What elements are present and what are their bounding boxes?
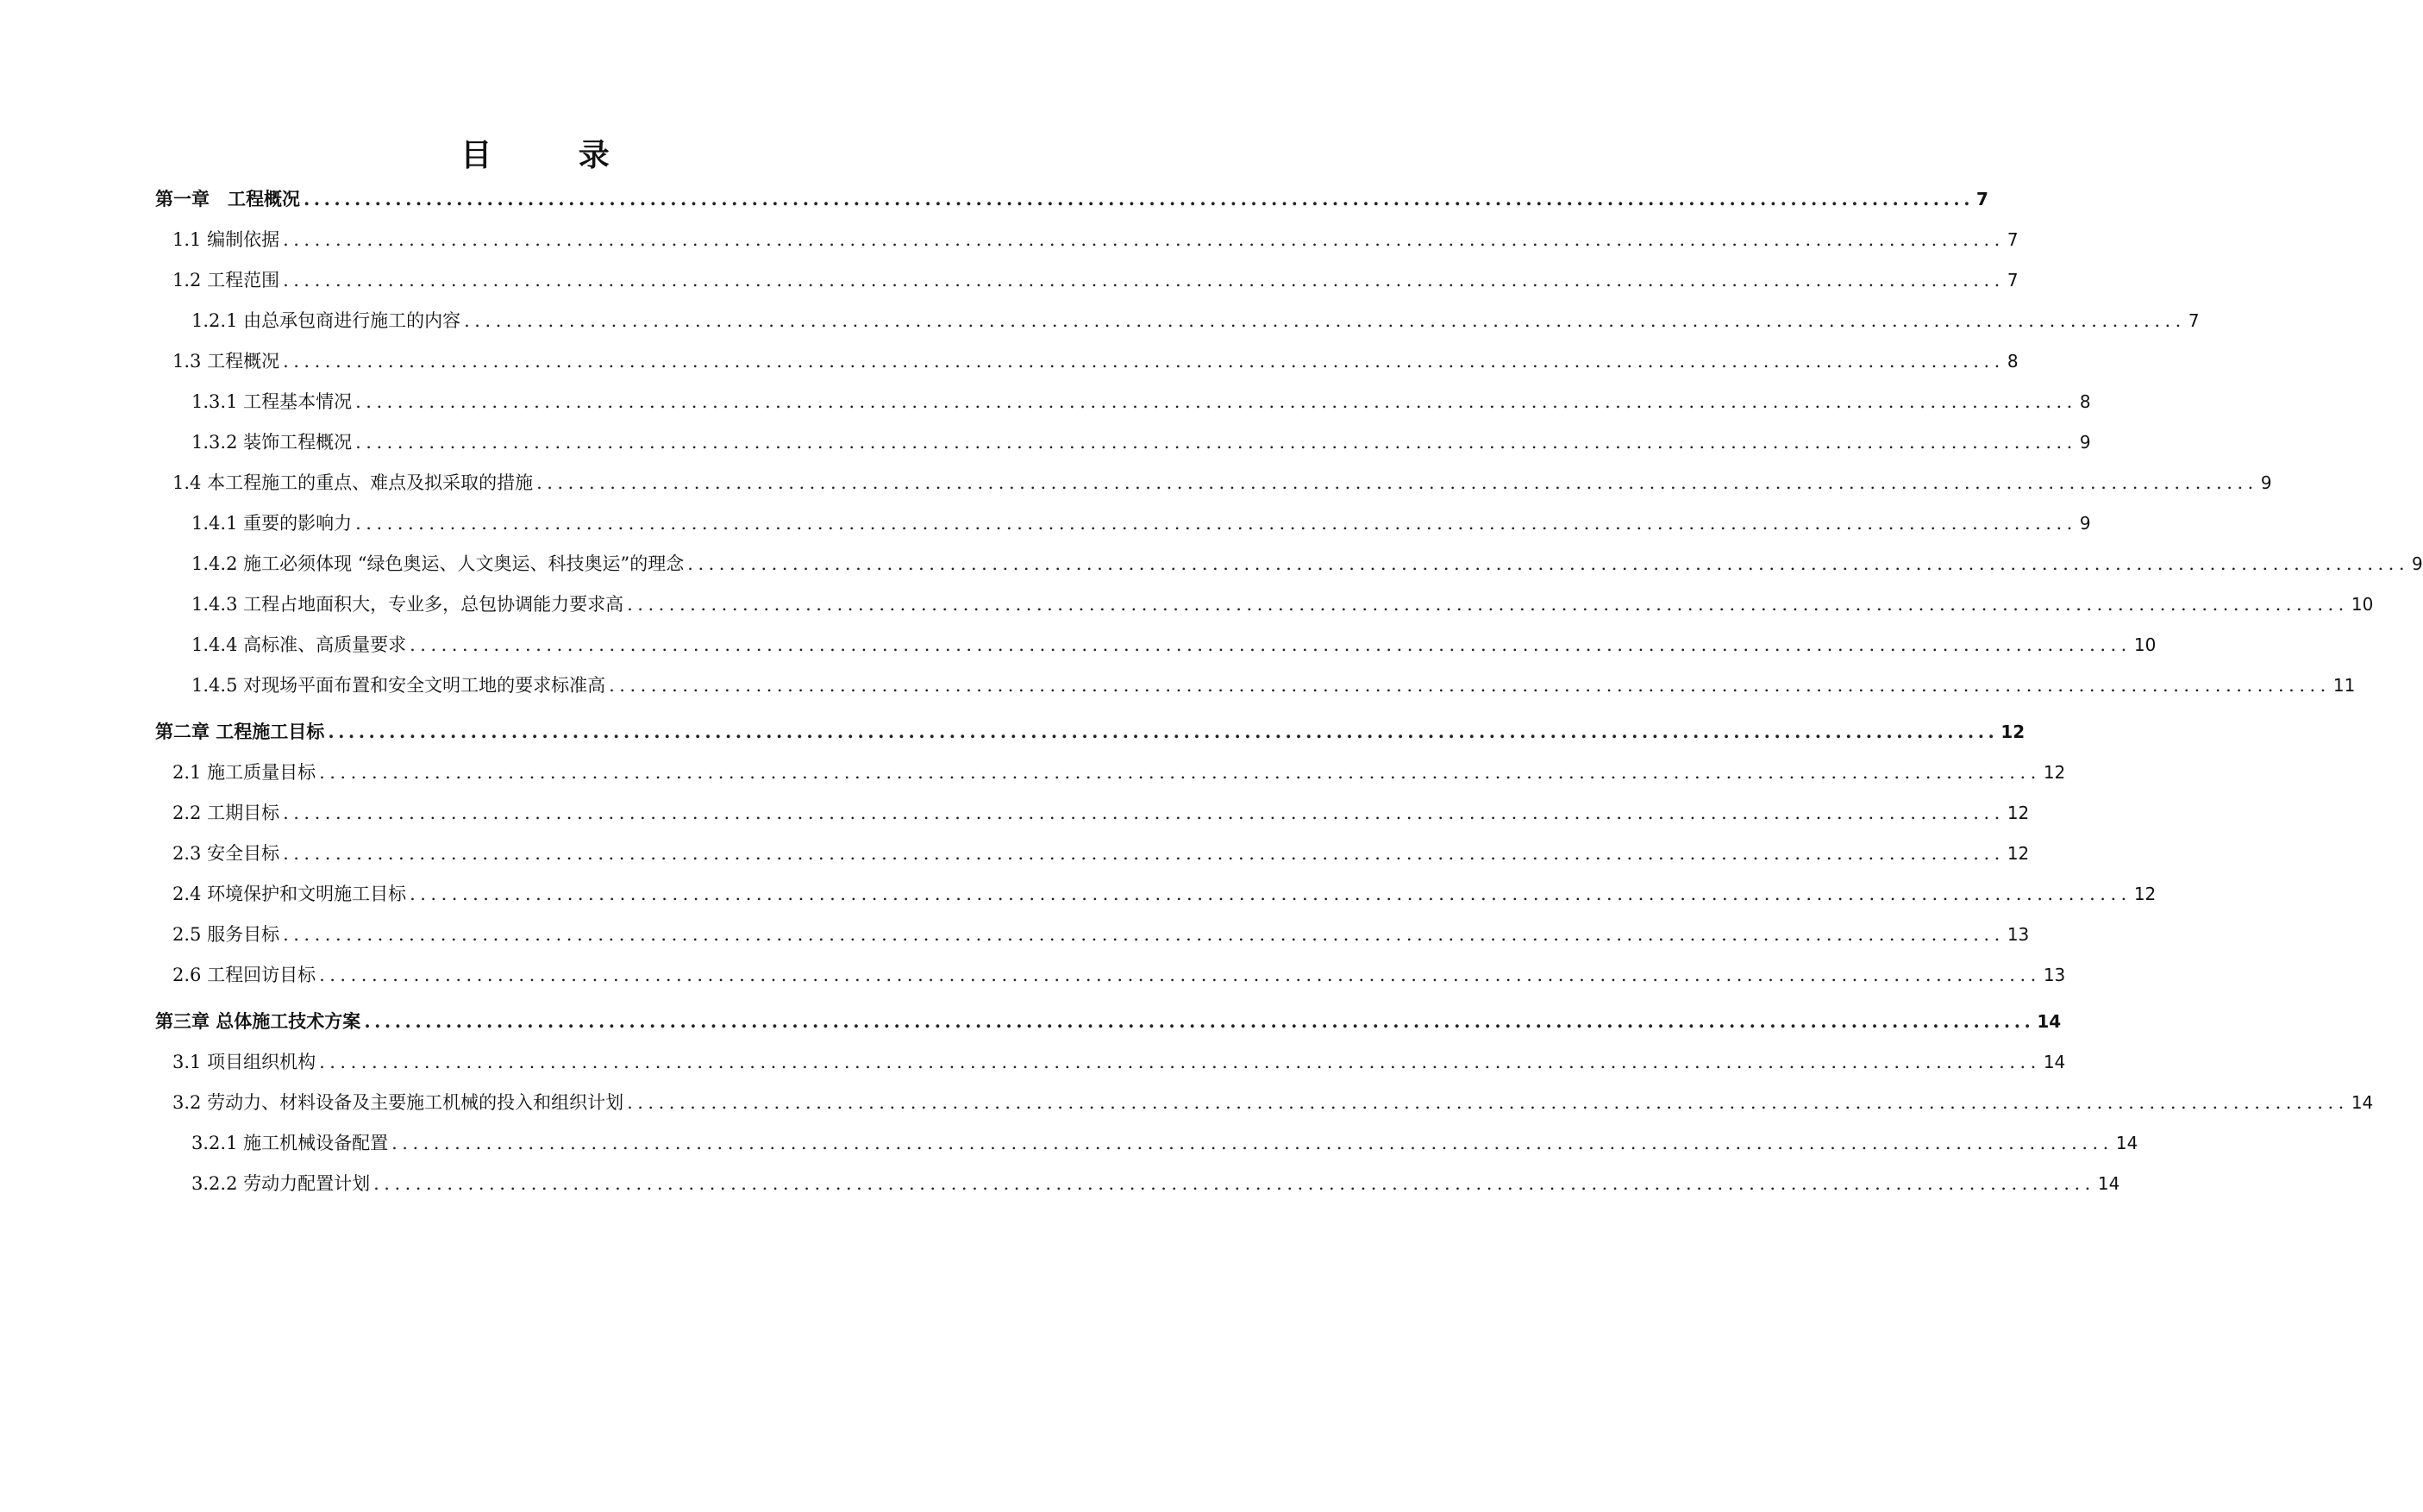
toc-entry-2-5[interactable]	[172, 918, 2030, 947]
toc-entry-label: 3.2.1 施工机械设备配置	[191, 1133, 389, 1153]
toc-entry-1-4-3[interactable]	[191, 588, 2374, 617]
toc-dot-leader: ....................................................................................................................................................................	[373, 1173, 2095, 1194]
toc-entry-1-2-1[interactable]	[191, 304, 2200, 334]
toc-entry-2-2[interactable]	[172, 797, 2030, 826]
toc-page-number: 7	[2007, 229, 2019, 250]
toc-dot-leader: ....................................................................................................................................................................	[283, 924, 2005, 945]
toc-entry-label: 1.4.3 工程占地面积大，专业多，总包协调能力要求高	[191, 594, 624, 615]
toc-entry-label: 2.4 环境保护和文明施工目标	[172, 884, 407, 904]
toc-page-number: 8	[2079, 391, 2091, 412]
toc-page-number: 8	[2007, 351, 2019, 372]
toc-dot-leader: ....................................................................................................................................................................	[319, 965, 2041, 985]
toc-dot-leader: ....................................................................................................................................................................	[410, 884, 2132, 904]
toc-dot-leader: ....................................................................................................................................................................	[687, 553, 2410, 574]
toc-dot-leader: ....................................................................................................................................................................	[283, 843, 2005, 864]
toc-dot-leader: ....................................................................................................................................................................	[464, 310, 2186, 331]
toc-page-number: 11	[2332, 675, 2356, 696]
toc-entry-1-2[interactable]	[172, 264, 2019, 293]
toc-entry-chapter-2[interactable]	[155, 715, 2025, 745]
toc-dot-leader: ....................................................................................................................................................................	[304, 188, 1975, 209]
toc-entry-1-4-5[interactable]	[191, 669, 2356, 698]
toc-page-number: 9	[2079, 432, 2091, 453]
toc-entry-label: 1.3.1 工程基本情况	[191, 391, 353, 412]
toc-entry-label: 1.4.1 重要的影响力	[191, 513, 353, 534]
toc-dot-leader: ....................................................................................................................................................................	[283, 270, 2005, 291]
toc-entry-label: 1.4 本工程施工的重点、难点及拟采取的措施	[172, 472, 534, 493]
toc-entry-label: 1.4.2 施工必须体现 “绿色奥运、人文奥运、科技奥运”的理念	[191, 553, 685, 574]
toc-dot-leader: ....................................................................................................................................................................	[283, 229, 2005, 250]
toc-entry-3-1[interactable]	[172, 1046, 2066, 1075]
toc-page-number: 10	[2351, 594, 2374, 615]
toc-entry-label: 2.5 服务目标	[172, 924, 280, 945]
toc-dot-leader: ....................................................................................................................................................................	[319, 762, 2041, 783]
toc-entry-label: 第二章 工程施工目标	[155, 722, 325, 742]
toc-dot-leader: ....................................................................................................................................................................	[536, 472, 2258, 493]
toc-entry-label: 1.3 工程概况	[172, 351, 280, 372]
toc-entry-2-3[interactable]	[172, 837, 2030, 866]
toc-entry-label: 3.2.2 劳动力配置计划	[191, 1173, 371, 1194]
toc-dot-leader: ....................................................................................................................................................................	[328, 721, 1999, 742]
toc-page-number: 14	[2097, 1173, 2120, 1194]
toc-entry-label: 第一章 工程概况	[155, 189, 300, 209]
toc-page-number: 12	[2043, 762, 2066, 783]
toc-page-number: 14	[2351, 1092, 2374, 1113]
toc-entry-label: 1.4.5 对现场平面布置和安全文明工地的要求标准高	[191, 675, 606, 696]
toc-page-number: 7	[1976, 189, 1988, 209]
toc-dot-leader: ....................................................................................................................................................................	[355, 513, 2077, 534]
toc-dot-leader: ....................................................................................................................................................................	[410, 634, 2132, 655]
toc-page-number: 14	[2037, 1011, 2062, 1032]
toc-entry-3-2[interactable]	[172, 1086, 2374, 1115]
toc-dot-leader: ....................................................................................................................................................................	[627, 594, 2349, 615]
toc-entry-2-6[interactable]	[172, 959, 2066, 988]
toc-page-number: 9	[2260, 472, 2272, 493]
toc-entry-3-2-2[interactable]	[191, 1167, 2120, 1196]
toc-entry-1-4-4[interactable]	[191, 628, 2157, 658]
toc-dot-leader: ....................................................................................................................................................................	[283, 803, 2005, 823]
toc-page-number: 14	[2043, 1052, 2066, 1072]
toc-entry-label: 2.6 工程回访目标	[172, 965, 316, 985]
toc-entry-1-4[interactable]	[172, 466, 2272, 496]
toc-entry-label: 1.4.4 高标准、高质量要求	[191, 634, 407, 655]
toc-entry-1-3-1[interactable]	[191, 385, 2091, 415]
toc-entry-1-3[interactable]	[172, 345, 2019, 374]
toc-entry-2-4[interactable]	[172, 878, 2157, 907]
toc-entry-label: 3.1 项目组织机构	[172, 1052, 316, 1072]
toc-entry-label: 1.2 工程范围	[172, 270, 280, 291]
toc-page-number: 9	[2412, 553, 2423, 574]
toc-entry-label: 1.3.2 装饰工程概况	[191, 432, 353, 453]
toc-entry-1-3-2[interactable]	[191, 426, 2091, 455]
toc-dot-leader: ....................................................................................................................................................................	[391, 1133, 2113, 1153]
toc-entry-label: 3.2 劳动力、材料设备及主要施工机械的投入和组织计划	[172, 1092, 624, 1113]
toc-entry-label: 2.3 安全目标	[172, 843, 280, 864]
toc-page-number: 12	[2007, 803, 2030, 823]
toc-entry-1-4-1[interactable]	[191, 507, 2091, 536]
toc-page-number: 13	[2043, 965, 2066, 985]
toc-entry-label: 1.2.1 由总承包商进行施工的内容	[191, 310, 461, 331]
toc-page-number: 10	[2133, 634, 2157, 655]
toc-dot-leader: ....................................................................................................................................................................	[609, 675, 2331, 696]
toc-dot-leader: ....................................................................................................................................................................	[364, 1010, 2035, 1032]
toc-entry-label: 2.2 工期目标	[172, 803, 280, 823]
toc-page-number: 9	[2079, 513, 2091, 534]
toc-page-number: 12	[2000, 722, 2025, 742]
toc-entry-label: 2.1 施工质量目标	[172, 762, 316, 783]
toc-entry-label: 1.1 编制依据	[172, 229, 280, 250]
toc-entry-1-4-2[interactable]	[191, 547, 2423, 577]
toc-dot-leader: ....................................................................................................................................................................	[627, 1092, 2349, 1113]
toc-entry-chapter-1[interactable]	[155, 183, 1988, 212]
toc-page-number: 13	[2007, 924, 2030, 945]
toc-dot-leader: ....................................................................................................................................................................	[355, 432, 2077, 453]
toc-page-number: 7	[2007, 270, 2019, 291]
toc-dot-leader: ....................................................................................................................................................................	[283, 351, 2005, 372]
toc-dot-leader: ....................................................................................................................................................................	[355, 391, 2077, 412]
toc-entry-2-1[interactable]	[172, 756, 2066, 785]
toc-page-number: 12	[2007, 843, 2030, 864]
toc-page-number: 7	[2188, 310, 2200, 331]
toc-entry-label: 第三章 总体施工技术方案	[155, 1011, 361, 1032]
toc-page-number: 14	[2115, 1133, 2138, 1153]
toc-dot-leader: ....................................................................................................................................................................	[319, 1052, 2041, 1072]
toc-entry-1-1[interactable]	[172, 223, 2019, 253]
toc-page-number: 12	[2133, 884, 2157, 904]
page-title: 目 录	[460, 138, 648, 173]
toc-entry-3-2-1[interactable]	[191, 1127, 2138, 1156]
toc-entry-chapter-3[interactable]	[155, 1005, 2062, 1034]
